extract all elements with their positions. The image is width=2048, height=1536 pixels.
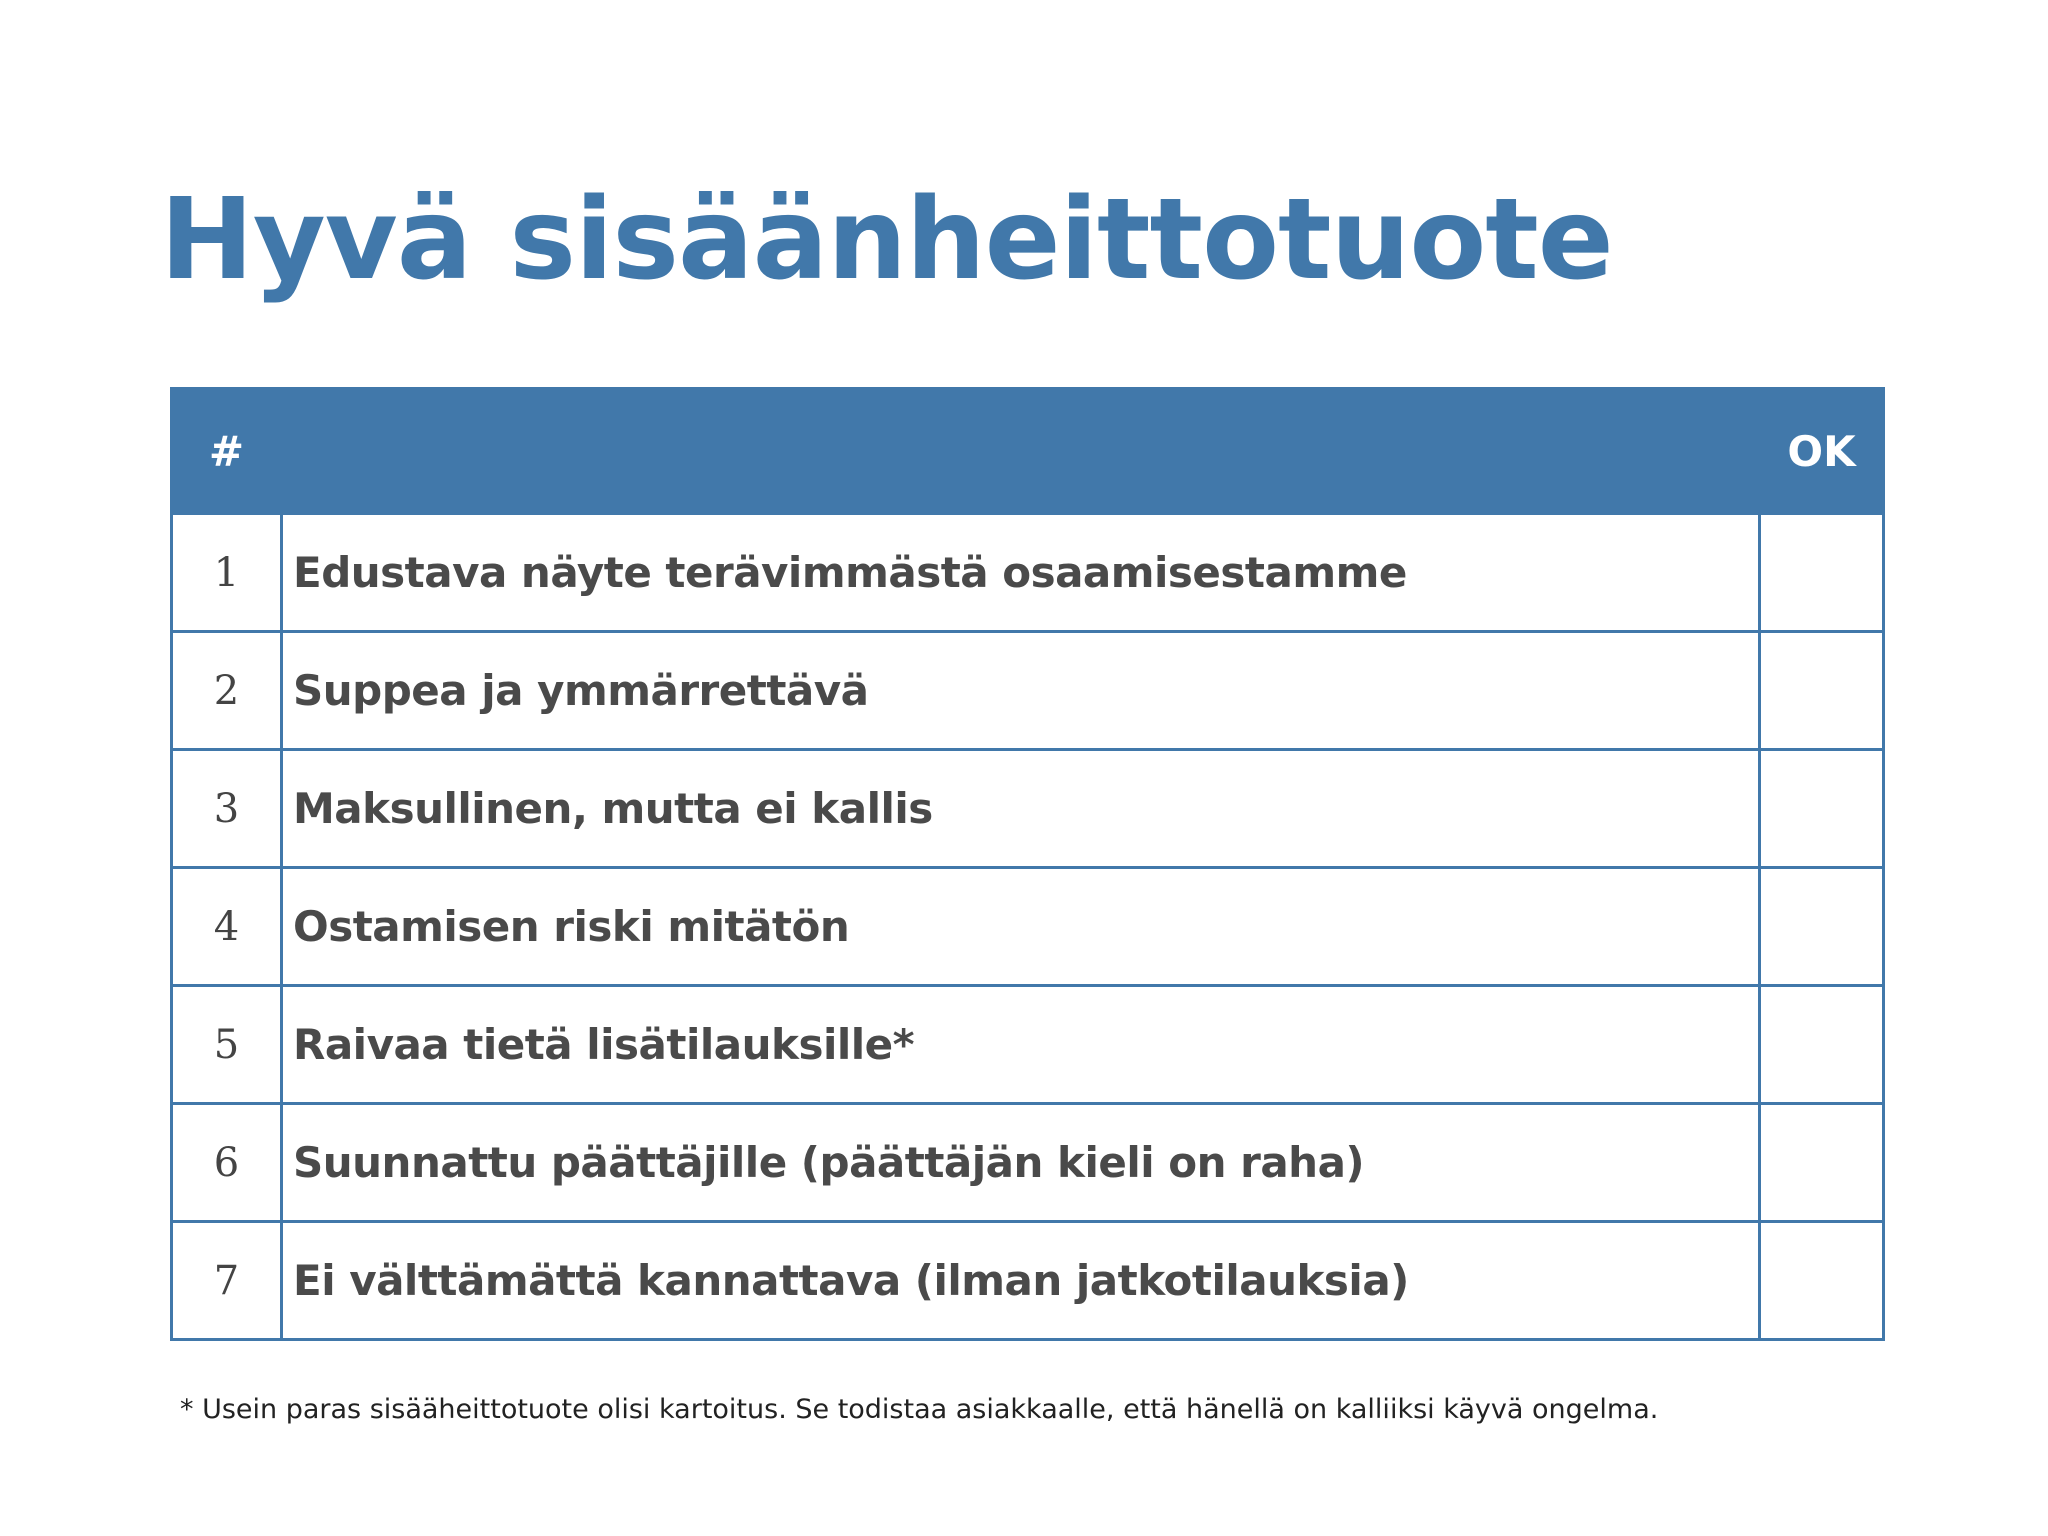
row-number: 7 <box>172 1222 282 1340</box>
header-number: # <box>172 389 282 514</box>
table-row <box>172 514 1884 632</box>
ok-checkbox-cell[interactable] <box>1760 986 1884 1104</box>
header-description <box>282 389 1760 514</box>
footnote: * Usein paras sisääheittotuote olisi kartoitus. Se todistaa asiakkaalle, että hänellä on kalliiksi käyvä ongelma. <box>180 1394 1659 1425</box>
row-text: Suunnattu päättäjille (päättäjän kieli on raha) <box>282 1104 1760 1222</box>
row-text: Ei välttämättä kannattava (ilman jatkotilauksia) <box>282 1222 1760 1340</box>
table-row <box>172 868 1884 986</box>
header-ok: OK <box>1760 389 1884 514</box>
row-text: Suppea ja ymmärrettävä <box>282 632 1760 750</box>
ok-checkbox-cell[interactable] <box>1760 868 1884 986</box>
row-text: Edustava näyte terävimmästä osaamisestamme <box>282 514 1760 632</box>
row-text: Ostamisen riski mitätön <box>282 868 1760 986</box>
table-row <box>172 986 1884 1104</box>
ok-checkbox-cell[interactable] <box>1760 1104 1884 1222</box>
checklist-table <box>170 387 1885 1341</box>
row-number: 4 <box>172 868 282 986</box>
table-row <box>172 750 1884 868</box>
ok-checkbox-cell[interactable] <box>1760 750 1884 868</box>
row-number: 1 <box>172 514 282 632</box>
ok-checkbox-cell[interactable] <box>1760 514 1884 632</box>
table-row <box>172 1104 1884 1222</box>
row-text: Raivaa tietä lisätilauksille* <box>282 986 1760 1104</box>
page-title: Hyvä sisäänheittotuote <box>160 175 1613 305</box>
ok-checkbox-cell[interactable] <box>1760 1222 1884 1340</box>
ok-checkbox-cell[interactable] <box>1760 632 1884 750</box>
table-row <box>172 1222 1884 1340</box>
table-header-row <box>172 389 1884 514</box>
row-number: 6 <box>172 1104 282 1222</box>
row-number: 3 <box>172 750 282 868</box>
row-text: Maksullinen, mutta ei kallis <box>282 750 1760 868</box>
table-row <box>172 632 1884 750</box>
row-number: 5 <box>172 986 282 1104</box>
row-number: 2 <box>172 632 282 750</box>
